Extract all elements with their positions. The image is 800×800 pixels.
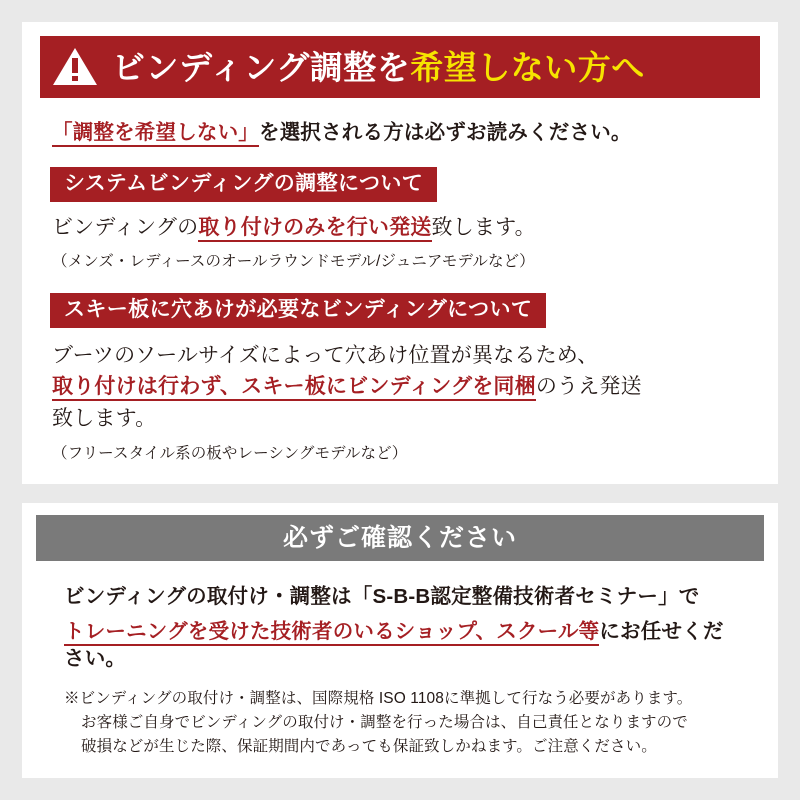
- section2: [22, 273, 778, 328]
- lead-underlined-text: 「調整を希望しない」: [52, 121, 259, 147]
- confirmation-panel: [22, 503, 778, 778]
- section2-body-line1: ブーツのソールサイズによって穴あけ位置が異なるため、: [52, 343, 599, 367]
- confirmation-line-2: [22, 618, 778, 673]
- fineprint-line-2: お客様ご自身でビンディングの取付け・調整を行った場合は、自己責任となりますので: [81, 714, 688, 732]
- section2-heading: スキー板に穴あけが必要なビンディングについて: [50, 293, 546, 328]
- fineprint-line-3: 破損などが生じた際、保証期間内であっても保証致しかねます。ご注意ください。: [81, 738, 657, 756]
- warning-triangle-icon: [52, 47, 98, 87]
- section2-body: [22, 340, 778, 435]
- section1-body-prefix: ビンディングの: [52, 215, 199, 239]
- confirmation-title-bar: [36, 515, 764, 561]
- binding-adjustment-panel: [22, 22, 778, 484]
- section2-body-line3: 致します。: [52, 406, 157, 430]
- section2-body-underlined: 取り付けは行わず、スキー板にビンディングを同梱: [52, 375, 536, 401]
- confirmation-line-1: ビンディングの取付け・調整は「S-B-B認定整備技術者セミナー」で: [64, 585, 700, 608]
- confirmation-heading: 必ずご確認ください: [282, 523, 517, 552]
- section1-note: （メンズ・レディースのオールラウンドモデル/ジュニアモデルなど）: [52, 253, 535, 271]
- panel-title: [112, 48, 645, 86]
- lead-paragraph: [22, 120, 778, 147]
- confirmation-line-2-underlined: トレーニングを受けた技術者のいるショップ、スクール等: [64, 620, 599, 646]
- section1-body: [22, 214, 778, 242]
- fineprint-line-1: ※ビンディングの取付け・調整は、国際規格 ISO 1108に準拠して行なう必要があります。: [64, 690, 693, 708]
- section1-heading: システムビンディングの調整について: [50, 167, 437, 202]
- lead-rest-text: を選択される方は必ずお読みください。: [259, 121, 632, 144]
- panel-title-bar: [40, 36, 760, 98]
- panel-title-highlight: 希望しない方へ: [410, 48, 645, 86]
- section1-body-underlined: 取り付けのみを行い発送: [198, 216, 431, 242]
- fineprint-block: [22, 687, 778, 759]
- section1-body-suffix: 致します。: [431, 215, 536, 239]
- section1: [22, 147, 778, 202]
- section2-body-line2-suffix: のうえ発送: [535, 375, 642, 399]
- confirmation-line-2-suffix: にお任せください。: [64, 619, 724, 671]
- section2-note: （フリースタイル系の板やレーシングモデルなど）: [52, 445, 408, 463]
- panel-title-plain: ビンディング調整を: [112, 48, 411, 86]
